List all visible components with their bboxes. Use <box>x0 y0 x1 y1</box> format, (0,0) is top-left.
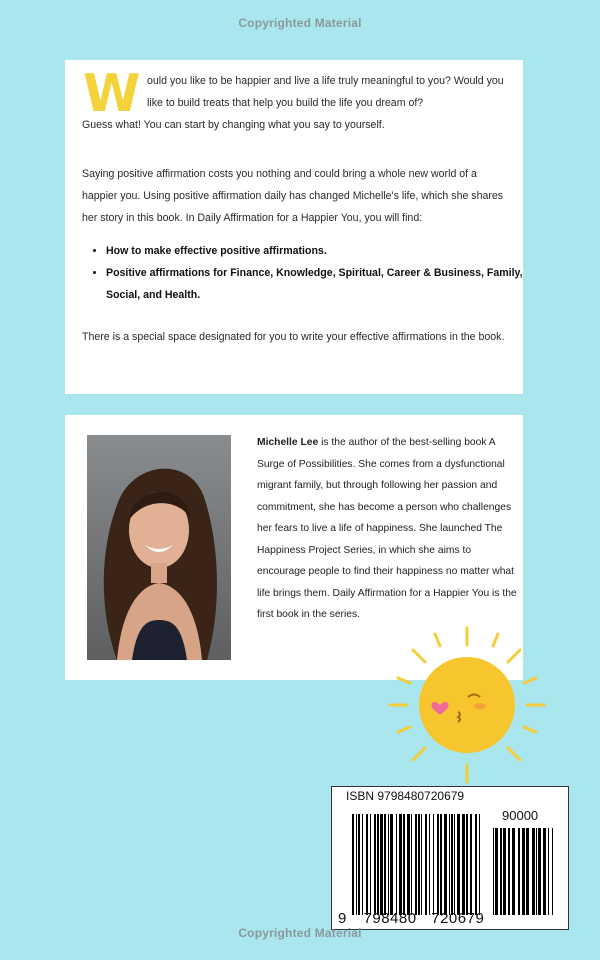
barcode-bar <box>425 814 427 915</box>
barcode-bar <box>532 828 535 915</box>
barcode-bar <box>508 828 510 915</box>
feature-list <box>82 240 536 306</box>
barcode-bar <box>548 828 549 915</box>
barcode-bar <box>411 814 412 915</box>
barcode-bar <box>407 814 410 915</box>
blurb-paragraph: Saying positive affirmation costs you nothing and could bring a whole new world of a happier you. Using positive affirmation daily has changed Michelle's life, which she shares her story in this book. In Daily Affirmation for a Happier You, you will find: <box>82 168 504 224</box>
barcode-group-2: 720679 <box>431 910 485 927</box>
barcode-bar <box>421 814 422 915</box>
barcode-digits <box>338 910 484 927</box>
barcode-bar <box>470 814 472 915</box>
barcode-bar <box>552 828 553 915</box>
barcode-bar <box>449 814 450 915</box>
blurb-card <box>65 60 523 394</box>
barcode-bar <box>380 814 383 915</box>
barcode-bar <box>495 828 498 915</box>
copyright-watermark-bottom: Copyrighted Material <box>238 926 362 940</box>
barcode-bar <box>388 814 389 915</box>
barcode-bar <box>356 814 357 915</box>
barcode-bar <box>384 814 386 915</box>
barcode-bar <box>538 828 541 915</box>
author-bio-text: is the author of the best-selling book A Surge of Possibilities. She comes from a dysfunctional migrant family, but through following her passion and commitment, she has become a person who challenges her fears to live a life of happiness. She launched The Happiness Project Series, in which she aims to encourage people to find their happiness no matter what life brings them. Daily Affirmation for a Happier You is the first book in the series. <box>257 437 517 620</box>
barcode-bar <box>462 814 465 915</box>
barcode-bar <box>503 828 506 915</box>
sun-illustration <box>380 620 555 790</box>
barcode-bar <box>475 814 477 915</box>
barcode-bar <box>352 814 354 915</box>
barcode-bar <box>451 814 453 915</box>
barcode-bar <box>526 828 529 915</box>
barcode-bar <box>518 828 520 915</box>
barcode-group-1: 798480 <box>363 910 417 927</box>
barcode-bar <box>358 814 360 915</box>
barcode-bar <box>454 814 455 915</box>
author-bio <box>257 432 519 626</box>
feature-item: • Positive affirmations for Finance, Knowledge, Spiritual, Career & Business, Family, Social, and Health. <box>106 262 536 306</box>
barcode-bar <box>437 814 439 915</box>
barcode-bar <box>433 814 434 915</box>
barcode-bar <box>440 814 442 915</box>
copyright-watermark-top: Copyrighted Material <box>238 16 362 30</box>
author-name: Michelle Lee <box>257 437 319 448</box>
barcode-bar <box>543 828 546 915</box>
barcode-bar <box>444 814 447 915</box>
barcode-bar <box>536 828 537 915</box>
barcode-bar <box>418 814 420 915</box>
barcode-bar <box>377 814 379 915</box>
barcode-bar <box>457 814 460 915</box>
author-photo <box>87 435 231 660</box>
barcode-bar <box>390 814 393 915</box>
barcode-bar <box>370 814 371 915</box>
barcode-bar <box>374 814 376 915</box>
blurb-opening: ould you like to be happier and live a life truly meaningful to you? Would you like to build treats that help you build the life you dream of? <box>147 75 504 109</box>
barcode-bar <box>479 814 480 915</box>
barcode-bar <box>522 828 525 915</box>
isbn-barcode <box>331 786 569 930</box>
barcode-first-digit: 9 <box>338 910 347 927</box>
price-addon: 90000 <box>502 808 539 823</box>
barcode-bar <box>396 814 397 915</box>
barcode-bar <box>493 828 494 915</box>
feature-item: • How to make effective positive affirmations. <box>106 240 536 262</box>
barcode-bar <box>429 814 430 915</box>
blurb-closing: There is a special space designated for you to write your effective affirmations in the book. <box>82 331 505 343</box>
barcode-bar <box>466 814 468 915</box>
barcode-bar <box>366 814 368 915</box>
barcode-bar <box>415 814 417 915</box>
barcode-bar <box>512 828 515 915</box>
barcode-bar <box>403 814 405 915</box>
blurb-opening-end: Guess what! You can start by changing what you say to yourself. <box>82 119 385 131</box>
barcode-bar <box>362 814 363 915</box>
isbn-label: ISBN 9798480720679 <box>346 789 465 803</box>
barcode-bar <box>399 814 402 915</box>
drop-cap: W <box>83 64 141 124</box>
barcode-bar <box>500 828 502 915</box>
